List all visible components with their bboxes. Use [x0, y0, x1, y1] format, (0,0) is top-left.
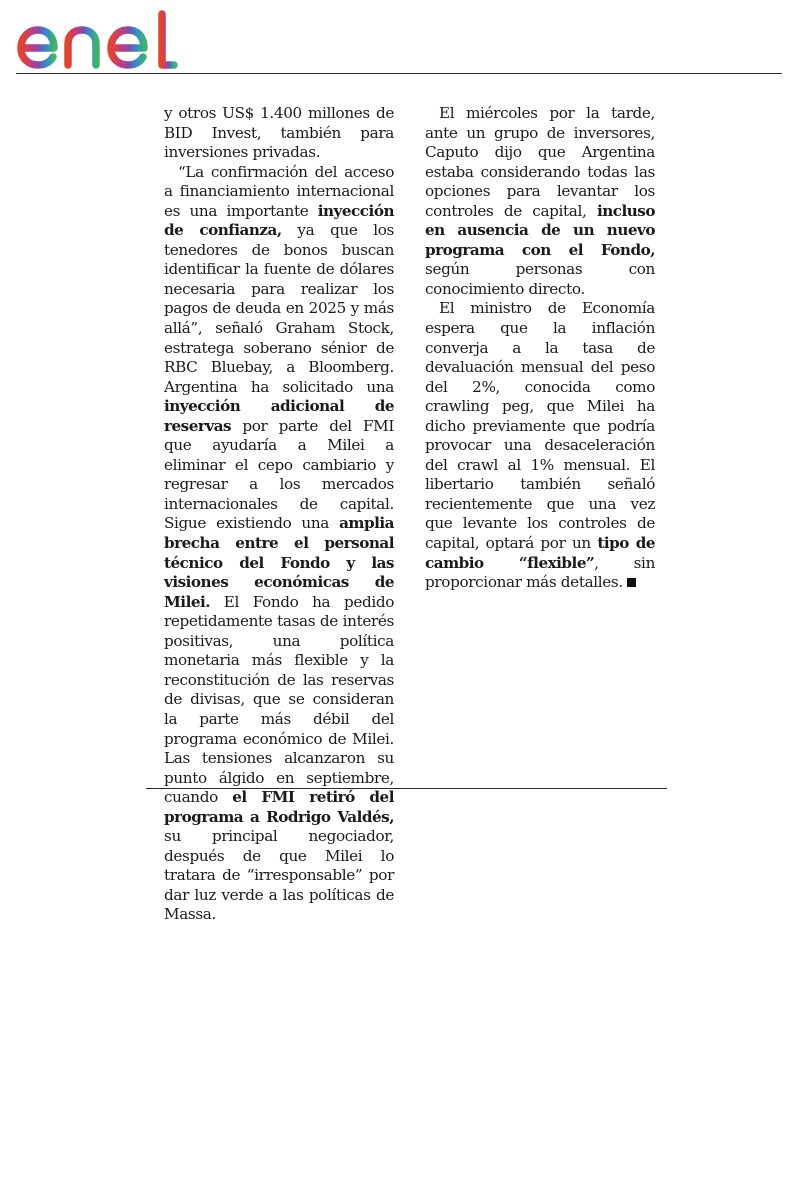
- footer-rule: [146, 788, 667, 789]
- text-run: su principal negociador, después de que Milei lo tratara de “irresponsable” por dar luz verde a las políticas de Massa.: [164, 827, 394, 924]
- paragraph: [425, 299, 655, 592]
- article-column-right: [425, 104, 655, 593]
- end-of-article-square-icon: [627, 578, 636, 587]
- enel-logo: [16, 6, 186, 70]
- paragraph: [425, 104, 655, 299]
- bold-text-run: inyección de confianza,: [164, 201, 394, 240]
- text-run: según personas con conocimiento directo.: [425, 260, 655, 298]
- text-run: “La confirmación del acceso a financiamiento internacional es una importante: [164, 162, 394, 220]
- text-run: El Fondo ha pedido repetidamente tasas de interés positivas, una política monetaria más flexible y la reconstitución de las reservas de divisas, que se consideran la parte más débil del programa económico de Milei. Las tensiones alcanzaron su punto álgido en septiembre, cuando: [164, 592, 394, 807]
- text-run: El ministro de Economía espera que la inflación converja a la tasa de devaluación mensual del peso del 2%, conocida como crawling peg, que Milei ha dicho previamente que podría provocar una desaceleración del crawl al 1% mensual. El libertario también señaló recientemente que una vez que levante los controles de capital, optará por un: [425, 299, 655, 553]
- paragraph: [164, 163, 394, 925]
- text-run: por parte del FMI que ayudaría a Milei a eliminar el cepo cambiario y regresar a los mercados internacionales de capital. Sigue existiendo una: [164, 416, 394, 533]
- text-run: y otros US$ 1.400 millones de BID Invest, también para inversiones privadas.: [164, 104, 394, 162]
- bold-text-run: inyección adicional de reservas: [164, 397, 394, 435]
- article-column-left: [164, 104, 394, 925]
- bold-text-run: tipo de cambio “flexible”: [425, 534, 655, 572]
- bold-text-run: amplia brecha entre el personal técnico del Fondo y las visiones económicas de Milei.: [164, 514, 394, 611]
- paragraph: [164, 104, 394, 163]
- text-run: , sin proporcionar más detalles.: [425, 553, 655, 592]
- bold-text-run: el FMI retiró del programa a Rodrigo Valdés,: [164, 788, 394, 826]
- header-rule: [16, 73, 782, 74]
- text-run: ya que los tenedores de bonos buscan identificar la fuente de dólares necesaria para realizar los pagos de deuda en 2025 y más allá”, señaló Graham Stock, estratega soberano sénior de RBC Bluebay, a Bloomberg. Argentina ha solicitado una: [164, 221, 394, 396]
- text-run: El miércoles por la tarde, ante un grupo de inversores, Caputo dijo que Argentina estaba considerando todas las opciones para levantar los controles de capital,: [425, 104, 655, 220]
- bold-text-run: incluso en ausencia de un nuevo programa con el Fondo,: [425, 201, 655, 259]
